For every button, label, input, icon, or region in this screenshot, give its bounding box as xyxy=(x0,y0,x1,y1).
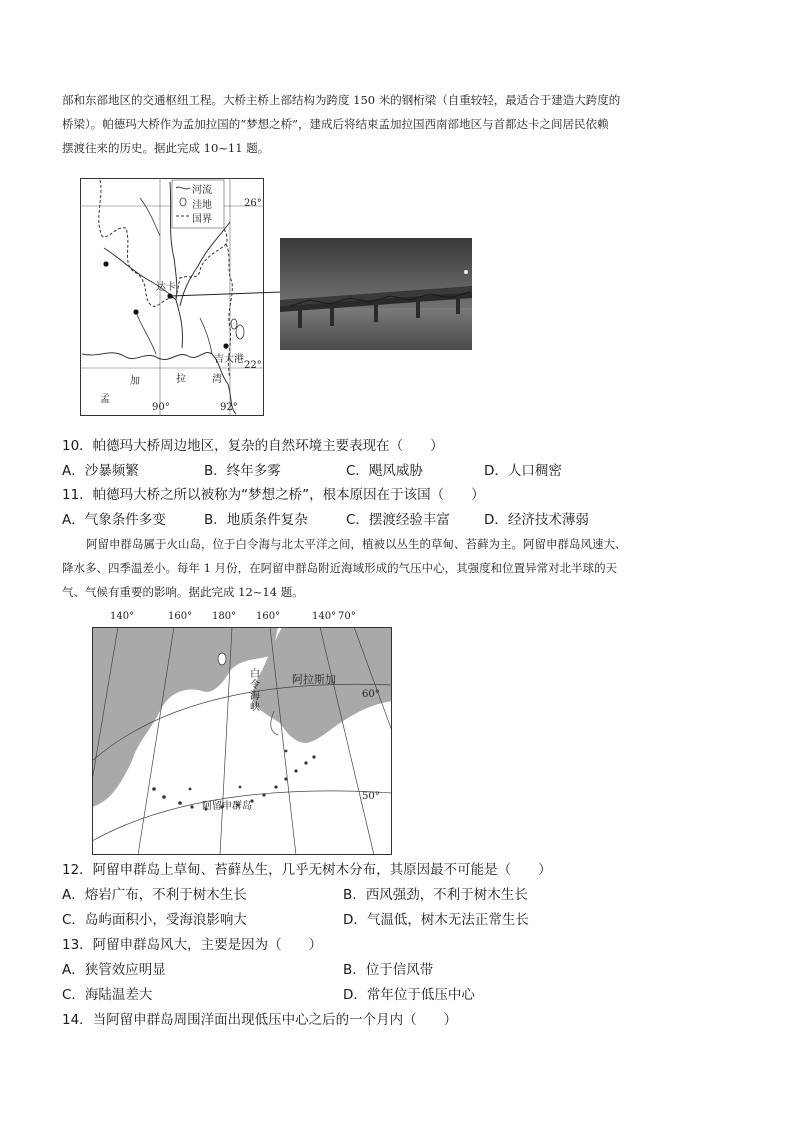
q10-option-d: D．人口稠密 xyxy=(484,463,562,479)
question-10-stem: 10．帕德玛大桥周边地区，复杂的自然环境主要表现在（ ） xyxy=(62,438,444,454)
bay-char-2: 加 xyxy=(130,376,140,387)
intro2-line1: 阿留申群岛属于火山岛，位于白令海与北太平洋之间，植被以丛生的草甸、苔藓为主。阿留申群岛风速大、 xyxy=(86,537,627,551)
legend-border: 国界 xyxy=(192,214,212,225)
alaska-label: 阿拉斯加 xyxy=(292,673,336,686)
q12-option-c: C．岛屿面积小，受海浪影响大 xyxy=(62,912,247,928)
connector-line xyxy=(170,290,282,300)
question-13-stem: 13．阿留申群岛风大，主要是因为（ ） xyxy=(62,937,323,953)
lon-label-5: 140° xyxy=(312,611,337,622)
q13-option-d: D．常年位于低压中心 xyxy=(343,987,475,1003)
lat-60-label: 60° xyxy=(362,689,380,700)
lat-22-label: 22° xyxy=(244,360,262,371)
q12-option-d: D．气温低，树木无法正常生长 xyxy=(343,912,529,928)
q12-option-b: B．西风强劲，不利于树木生长 xyxy=(343,887,528,903)
q11-option-c: C．摆渡经验丰富 xyxy=(346,512,450,528)
q12-option-a: A．熔岩广布，不利于树木生长 xyxy=(62,887,247,903)
q10-option-b: B．终年多雾 xyxy=(204,463,281,479)
bay-char-4: 湾 xyxy=(212,374,222,385)
intro1-line1: 部和东部地区的交通枢纽工程。大桥主桥上部结构为跨度 150 米的钢桁梁（自重较轻，最适合于建造大跨度的 xyxy=(62,93,621,107)
bay-char-1: 孟 xyxy=(100,394,110,405)
intro2-line2: 降水多、四季温差小。每年 1 月份，在阿留申群岛附近海域形成的气压中心，其强度和位置异常对北半球的天 xyxy=(62,561,618,575)
question-14-stem: 14．当阿留申群岛周围洋面出现低压中心之后的一个月内（ ） xyxy=(62,1012,458,1028)
dhaka-label: 达卡 xyxy=(156,282,176,293)
bering-strait-label: 白令海峡 xyxy=(250,669,260,713)
q10-option-c: C．飓风威胁 xyxy=(346,463,423,479)
intro1-line2: 桥梁）。帕德玛大桥作为孟加拉国的“梦想之桥”，建成后将结束孟加拉国西南部地区与首都达卡之间居民依赖 xyxy=(62,117,609,131)
lon-label-2: 160° xyxy=(168,611,193,622)
intro2-line3: 气、气候有重要的影响。据此完成 12~14 题。 xyxy=(62,585,304,599)
q11-option-a: A．气象条件多变 xyxy=(62,512,166,528)
legend-river: 河流 xyxy=(192,185,212,196)
q10-option-a: A．沙暴频繁 xyxy=(62,463,139,479)
chittagong-label: 吉大港 xyxy=(214,354,244,365)
q11-option-b: B．地质条件复杂 xyxy=(204,512,308,528)
legend-depression: 洼地 xyxy=(192,200,212,211)
q13-option-a: A．狭管效应明显 xyxy=(62,962,166,978)
bay-char-3: 拉 xyxy=(176,374,186,385)
q11-option-d: D．经济技术薄弱 xyxy=(484,512,589,528)
q13-option-b: B．位于信风带 xyxy=(343,962,434,978)
intro-paragraph-1 xyxy=(62,88,738,160)
q13-option-c: C．海陆温差大 xyxy=(62,987,153,1003)
lon-92-label: 92° xyxy=(220,402,238,413)
bridge-photo xyxy=(280,238,472,350)
lat-26-label: 26° xyxy=(244,198,262,209)
lon-90-label: 90° xyxy=(152,402,170,413)
aleutian-map xyxy=(92,611,392,855)
lon-label-6: 70° xyxy=(338,611,356,622)
question-12-stem: 12．阿留申群岛上草甸、苔藓丛生，几乎无树木分布，其原因最不可能是（ ） xyxy=(62,862,552,878)
lon-label-4: 160° xyxy=(256,611,281,622)
lon-label-1: 140° xyxy=(110,611,135,622)
intro1-line3: 摆渡往来的历史。据此完成 10~11 题。 xyxy=(62,141,270,155)
lat-50-label: 50° xyxy=(362,791,380,802)
intro-paragraph-2 xyxy=(62,532,738,604)
question-11-stem: 11．帕德玛大桥之所以被称为“梦想之桥”，根本原因在于该国（ ） xyxy=(62,487,485,503)
lon-label-3: 180° xyxy=(212,611,237,622)
aleutian-islands-label: 阿留申群岛 xyxy=(202,801,252,812)
